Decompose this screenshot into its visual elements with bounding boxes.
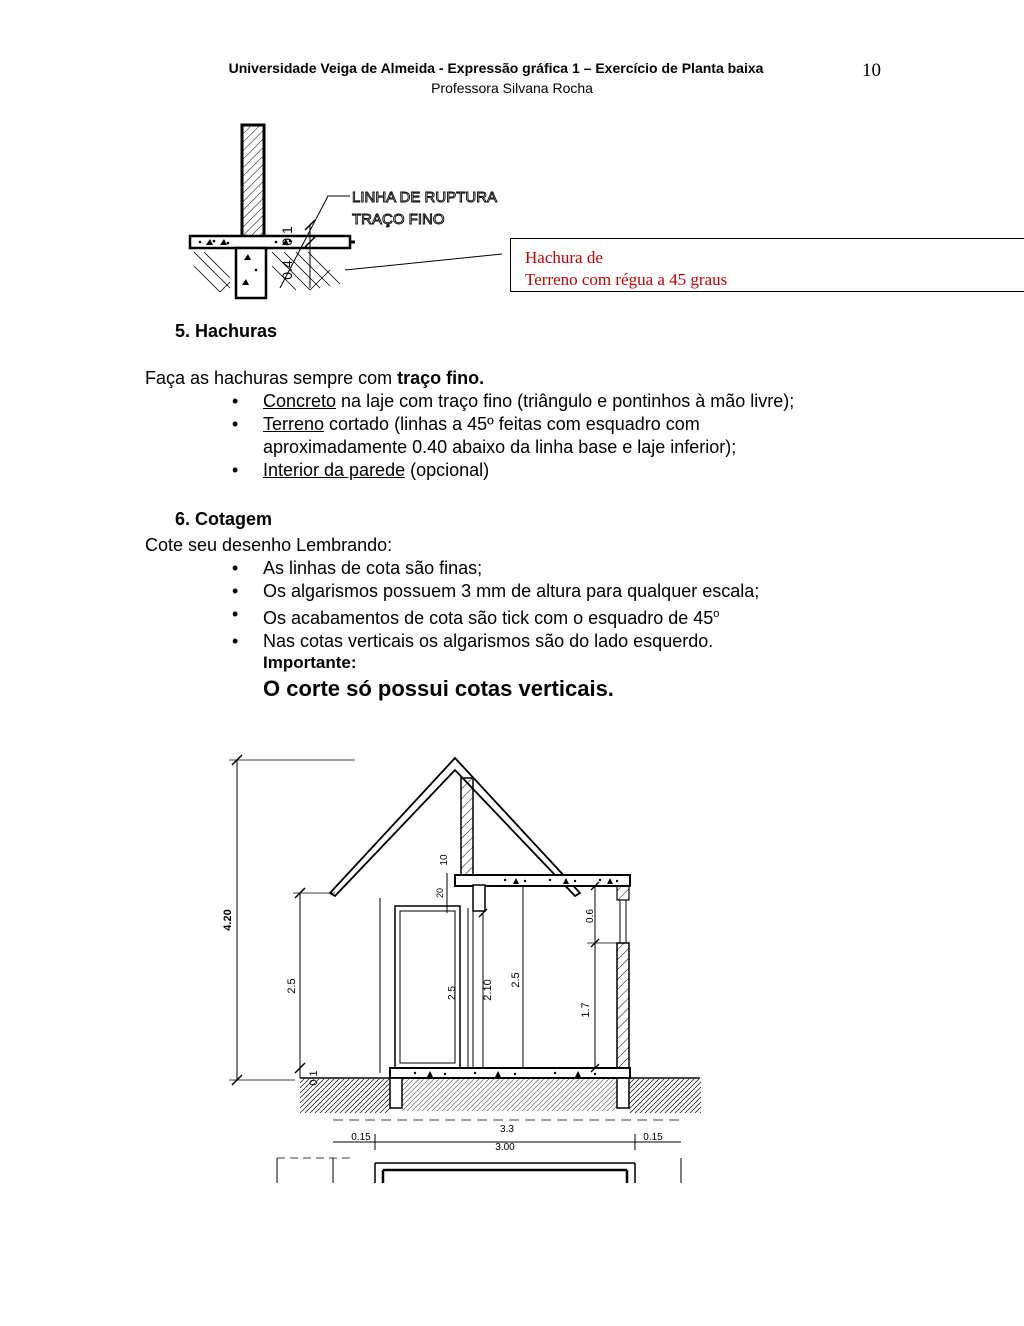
- dim-wall-left: 0.15: [351, 1132, 371, 1143]
- callout-line2: Terreno com régua a 45 graus: [525, 270, 728, 289]
- building-section-drawing: [215, 748, 715, 1188]
- section6-heading: 6. Cotagem: [175, 509, 273, 529]
- list-item: • Os algarismos possuem 3 mm de altura para qualquer escala;: [232, 580, 992, 603]
- rupture-line-label: LINHA DE RUPTURA: [352, 189, 498, 206]
- dim-slab-thk: 0.1: [308, 1070, 320, 1086]
- fine-stroke-label: TRAÇO FINO: [352, 211, 445, 228]
- dim-inner-width: 3.00: [495, 1142, 515, 1153]
- list-item: • Concreto na laje com traço fino (triângulo e pontinhos à mão livre);: [232, 390, 992, 413]
- dim-door-height: 2.10: [482, 979, 494, 1001]
- dim-slab-top: 10: [439, 854, 450, 866]
- right-wall: [617, 943, 629, 1068]
- hatch-callout-box: [510, 238, 1024, 292]
- list-item: • Interior da parede (opcional): [232, 459, 992, 482]
- section6-list: [232, 557, 992, 653]
- important-text: O corte só possui cotas verticais.: [263, 676, 614, 701]
- wall-section: [242, 125, 264, 237]
- dim-window-top: 0.6: [585, 909, 596, 923]
- dim-lintel: 20: [435, 887, 445, 899]
- document-header-title: Universidade Veiga de Almeida - Expressão gráfica 1 – Exercício de Planta baixa: [228, 60, 764, 76]
- dim-window-sill: 1.7: [580, 1002, 592, 1018]
- section5-heading: 5. Hachuras: [175, 321, 278, 341]
- section5-intro: Faça as hachuras sempre com traço fino.: [145, 368, 485, 388]
- document-header-subtitle: Professora Silvana Rocha: [431, 80, 593, 96]
- foundation-block: [236, 248, 266, 298]
- important-label: Importante:: [263, 653, 357, 672]
- callout-line1: Hachura de: [525, 248, 603, 267]
- gable-wall: [461, 778, 473, 878]
- dim-room-height: 2.5: [510, 972, 522, 988]
- dim-total-width: 3.3: [500, 1124, 514, 1135]
- list-item: • As linhas de cota são finas;: [232, 557, 992, 580]
- dim-wall-height: 2.5: [286, 978, 298, 994]
- section5-list: [232, 390, 992, 482]
- dim-total-height: 4.20: [222, 909, 234, 931]
- section6-intro: Cote seu desenho Lembrando:: [145, 535, 393, 555]
- ground-hatch-right: [629, 1079, 701, 1113]
- list-item: • Terreno cortado (linhas a 45º feitas com esquadro com aproximadamente 0.40 abaixo da linha base e laje inferior);: [232, 413, 823, 459]
- detail-dim-b: 0.4: [279, 260, 295, 280]
- list-item: • Os acabamentos de cota são tick com o esquadro de 45$^o$: [232, 603, 992, 630]
- list-item: • Nas cotas verticais os algarismos são do lado esquerdo.: [232, 630, 992, 653]
- lintel: [473, 885, 485, 911]
- detail-dim-a: 0.1: [279, 226, 295, 246]
- dim-wall-right: 0.15: [643, 1132, 663, 1143]
- door-label: 2.5: [447, 986, 458, 1000]
- page-number: 10: [862, 60, 881, 81]
- rupture-line-detail-drawing: [180, 120, 540, 305]
